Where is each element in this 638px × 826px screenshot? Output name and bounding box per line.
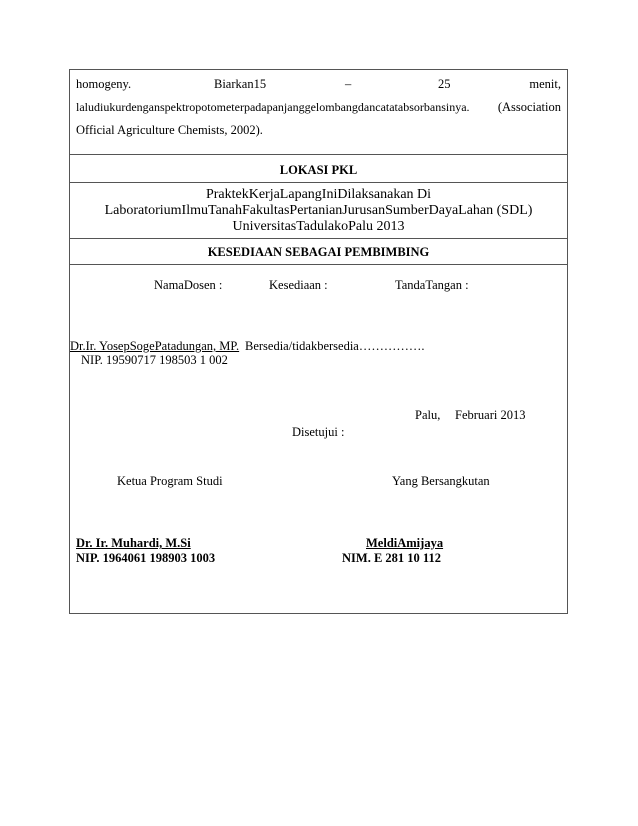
col-kesediaan: Kesediaan : <box>269 278 328 292</box>
kesediaan-heading: KESEDIAAN SEBAGAI PEMBIMBING <box>207 245 430 259</box>
col-nama-dosen: NamaDosen : <box>154 278 223 292</box>
left-signatory-nip: NIP. 1964061 198903 1003 <box>76 551 216 565</box>
col-tanda-tangan: TandaTangan : <box>395 278 469 292</box>
lokasi-heading: LOKASI PKL <box>279 163 358 177</box>
right-role: Yang Bersangkutan <box>392 474 490 488</box>
method-line-2: laludiukurdenganspektropotometerpadapanjanggelombangdancatatabsorbansinya. <box>76 100 470 114</box>
left-role: Ketua Program Studi <box>117 474 223 488</box>
right-signatory-nim: NIM. E 281 10 112 <box>342 551 441 565</box>
method-word-biarkan: Biarkan15 <box>214 77 267 91</box>
left-signatory-name: Dr. Ir. Muhardi, M.Si <box>76 536 191 550</box>
lokasi-line-1: PraktekKerjaLapangIniDilaksanakan Di <box>205 187 432 202</box>
lokasi-line-2: LaboratoriumIlmuTanahFakultasPertanianJurusanSumberDayaLahan (SDL) <box>104 203 533 218</box>
divider <box>70 154 567 155</box>
divider <box>70 238 567 239</box>
place: Palu, <box>415 408 441 422</box>
dosen-status: Bersedia/tidakbersedia……………. <box>245 339 425 353</box>
method-line-2-end: (Association <box>497 100 561 114</box>
disetujui-label: Disetujui : <box>292 425 345 439</box>
date: Februari 2013 <box>455 408 526 422</box>
dosen-name: Dr.Ir. YosepSogePatadungan, MP. <box>70 339 240 353</box>
method-dash: – <box>345 77 352 91</box>
divider <box>70 264 567 265</box>
lokasi-line-3: UniversitasTadulakoPalu 2013 <box>232 219 405 234</box>
divider <box>70 182 567 183</box>
dosen-nip: NIP. 19590717 198503 1 002 <box>81 353 228 367</box>
method-number: 25 <box>438 77 451 91</box>
right-signatory-name: MeldiAmijaya <box>366 536 444 550</box>
form-table <box>69 69 568 614</box>
method-line-3: Official Agriculture Chemists, 2002). <box>76 123 263 137</box>
method-word-homogeny: homogeny. <box>76 77 132 91</box>
method-word-menit: menit, <box>529 77 561 91</box>
